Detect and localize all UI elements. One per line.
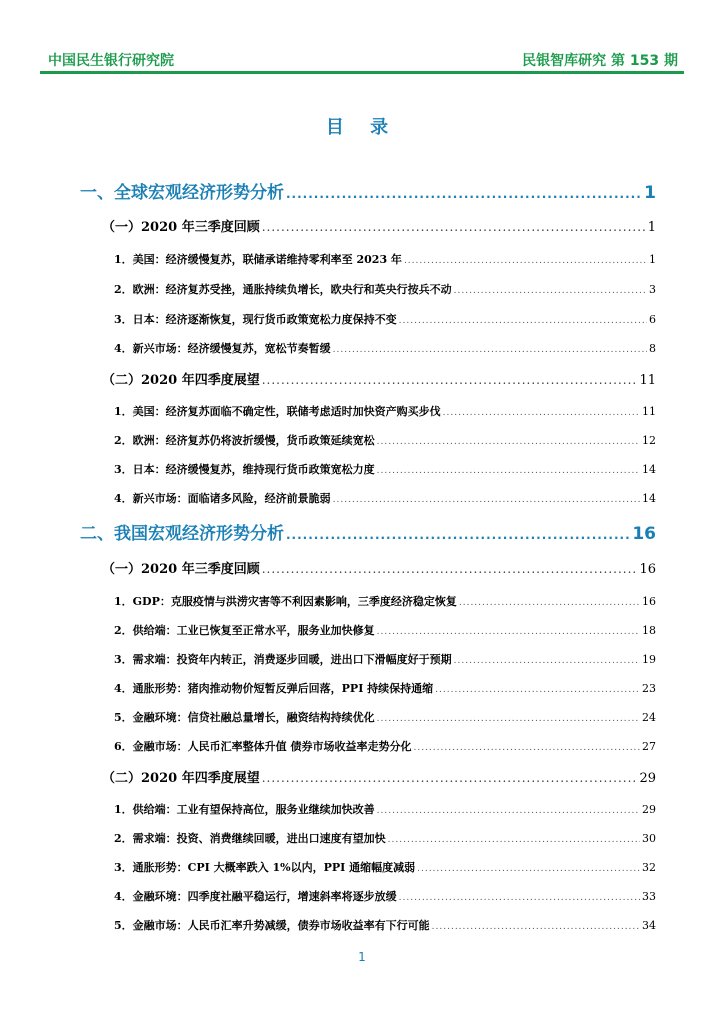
toc-entry-page: 16 xyxy=(639,562,656,577)
page-number: 1 xyxy=(358,950,366,964)
toc-entry-page: 24 xyxy=(642,711,656,724)
leader-dots xyxy=(262,562,638,576)
leader-dots xyxy=(435,685,640,695)
toc-entry[interactable] xyxy=(114,801,656,817)
leader-dots xyxy=(404,256,647,266)
toc-entry-title: 2．欧洲：经济复苏受挫，通胀持续负增长，欧央行和英央行按兵不动 xyxy=(114,283,452,296)
toc-entry-title: 2．欧洲：经济复苏仍将波折缓慢，货币政策延续宽松 xyxy=(114,434,375,447)
toc-entry[interactable] xyxy=(102,369,656,388)
toc-entry-page: 29 xyxy=(639,771,656,786)
toc-entry-page: 6 xyxy=(649,313,656,326)
toc-entry-title: （一）2020 年三季度回顾 xyxy=(102,220,260,235)
toc-entry-page: 18 xyxy=(642,624,656,637)
toc-entry-page: 27 xyxy=(642,740,656,753)
leader-dots xyxy=(262,771,638,785)
toc-entry-page: 29 xyxy=(642,803,656,816)
toc-entry-page: 33 xyxy=(642,890,656,903)
toc-entry-page: 11 xyxy=(639,373,656,388)
toc-entry-title: （一）2020 年三季度回顾 xyxy=(102,562,260,577)
toc-entry[interactable] xyxy=(114,251,656,267)
toc-entry[interactable] xyxy=(114,281,656,297)
leader-dots xyxy=(377,714,640,724)
toc-entry[interactable] xyxy=(114,622,656,638)
leader-dots xyxy=(377,466,640,476)
toc-entry-page: 14 xyxy=(642,463,656,476)
toc-entry-title: （二）2020 年四季度展望 xyxy=(102,771,260,786)
toc-entry[interactable] xyxy=(114,461,656,477)
leader-dots xyxy=(262,220,646,234)
leader-dots xyxy=(333,495,640,505)
toc-entry-page: 34 xyxy=(642,919,656,932)
leader-dots xyxy=(399,893,640,903)
toc-entry[interactable] xyxy=(114,311,656,327)
toc-entry-title: 1．供给端：工业有望保持高位，服务业继续加快改善 xyxy=(114,803,375,816)
toc-entry-page: 1 xyxy=(647,220,656,235)
toc-entry-page: 19 xyxy=(642,653,656,666)
toc-entry[interactable] xyxy=(102,558,656,577)
toc-entry-page: 12 xyxy=(642,434,656,447)
toc-entry-page: 23 xyxy=(642,682,656,695)
toc-entry-title: 2．需求端：投资、消费继续回暖，进出口速度有望加快 xyxy=(114,832,386,845)
toc-entry[interactable] xyxy=(114,917,656,933)
toc-entry-title: 1．美国：经济缓慢复苏，联储承诺维持零利率至 2023 年 xyxy=(114,253,402,266)
leader-dots xyxy=(454,286,647,296)
toc-entry[interactable] xyxy=(114,709,656,725)
header-rule xyxy=(40,71,684,74)
leader-dots xyxy=(399,316,647,326)
leader-dots xyxy=(286,528,630,542)
toc-entry-title: 1．GDP：克服疫情与洪涝灾害等不利因素影响，三季度经济稳定恢复 xyxy=(114,595,457,608)
toc-entry-title: 5．金融环境：信贷社融总量增长，融资结构持续优化 xyxy=(114,711,375,724)
toc-entry-page: 30 xyxy=(642,832,656,845)
toc-entry-title: 二、我国宏观经济形势分析 xyxy=(80,524,284,544)
toc-entry-page: 1 xyxy=(644,183,656,203)
toc-entry-page: 32 xyxy=(642,861,656,874)
toc-entry-title: 3．需求端：投资年内转正，消费逐步回暖，进出口下滑幅度好于预期 xyxy=(114,653,452,666)
toc-entry[interactable] xyxy=(114,830,656,846)
toc-entry-title: 4．新兴市场：经济缓慢复苏，宽松节奏暂缓 xyxy=(114,342,331,355)
toc-entry-title: 3．日本：经济逐渐恢复，现行货币政策宽松力度保持不变 xyxy=(114,313,397,326)
toc-entry[interactable] xyxy=(80,178,656,203)
leader-dots xyxy=(388,835,640,845)
toc-entry[interactable] xyxy=(114,680,656,696)
toc-entry-page: 14 xyxy=(642,492,656,505)
leader-dots xyxy=(454,656,640,666)
toc-entry-title: 3．通胀形势：CPI 大概率跌入 1%以内，PPI 通缩幅度减弱 xyxy=(114,861,416,874)
toc-entry-page: 16 xyxy=(642,595,656,608)
leader-dots xyxy=(377,437,640,447)
toc-entry[interactable] xyxy=(102,767,656,786)
toc-entry-page: 8 xyxy=(649,342,656,355)
leader-dots xyxy=(377,627,640,637)
leader-dots xyxy=(417,864,640,874)
toc-entry[interactable] xyxy=(114,593,656,609)
leader-dots xyxy=(459,598,640,608)
toc-entry[interactable] xyxy=(114,490,656,506)
toc-entry-title: 6．金融市场：人民币汇率整体升值 债券市场收益率走势分化 xyxy=(114,740,412,753)
publication-issue: 民银智库研究 第 153 期 xyxy=(522,53,678,69)
toc-entry[interactable] xyxy=(114,651,656,667)
page-header xyxy=(40,50,684,72)
toc-entry-page: 1 xyxy=(649,253,656,266)
leader-dots xyxy=(262,373,638,387)
toc-entry[interactable] xyxy=(80,519,656,544)
toc-title: 目 录 xyxy=(325,117,399,138)
toc-entry[interactable] xyxy=(114,738,656,754)
toc-entry-title: 4．新兴市场：面临诸多风险，经济前景脆弱 xyxy=(114,492,331,505)
leader-dots xyxy=(413,743,640,753)
toc-entry[interactable] xyxy=(102,216,656,235)
leader-dots xyxy=(333,345,647,355)
toc-entry-title: 2．供给端：工业已恢复至正常水平，服务业加快修复 xyxy=(114,624,375,637)
toc-entry[interactable] xyxy=(114,859,656,875)
toc-entry-page: 3 xyxy=(649,283,656,296)
leader-dots xyxy=(377,806,640,816)
toc-entry-title: 3．日本：经济缓慢复苏，维持现行货币政策宽松力度 xyxy=(114,463,375,476)
toc-entry[interactable] xyxy=(114,888,656,904)
toc-entry-title: 5．金融市场：人民币汇率升势减缓，债券市场收益率有下行可能 xyxy=(114,919,430,932)
toc-entry[interactable] xyxy=(114,340,656,356)
toc-entry[interactable] xyxy=(114,403,656,419)
leader-dots xyxy=(432,922,640,932)
toc-entry-page: 11 xyxy=(642,405,656,418)
toc-entry-title: 4．通胀形势：猪肉推动物价短暂反弹后回落，PPI 持续保持通缩 xyxy=(114,682,434,695)
toc-entry-title: 4．金融环境：四季度社融平稳运行，增速斜率将逐步放缓 xyxy=(114,890,397,903)
toc-entry-title: （二）2020 年四季度展望 xyxy=(102,373,260,388)
toc-entry-page: 16 xyxy=(632,524,656,544)
leader-dots xyxy=(443,408,640,418)
toc-entry-title: 1．美国：经济复苏面临不确定性，联储考虑适时加快资产购买步伐 xyxy=(114,405,441,418)
leader-dots xyxy=(286,187,642,201)
toc-entry[interactable] xyxy=(114,432,656,448)
org-name: 中国民生银行研究院 xyxy=(48,53,174,69)
toc-entry-title: 一、全球宏观经济形势分析 xyxy=(80,183,284,203)
